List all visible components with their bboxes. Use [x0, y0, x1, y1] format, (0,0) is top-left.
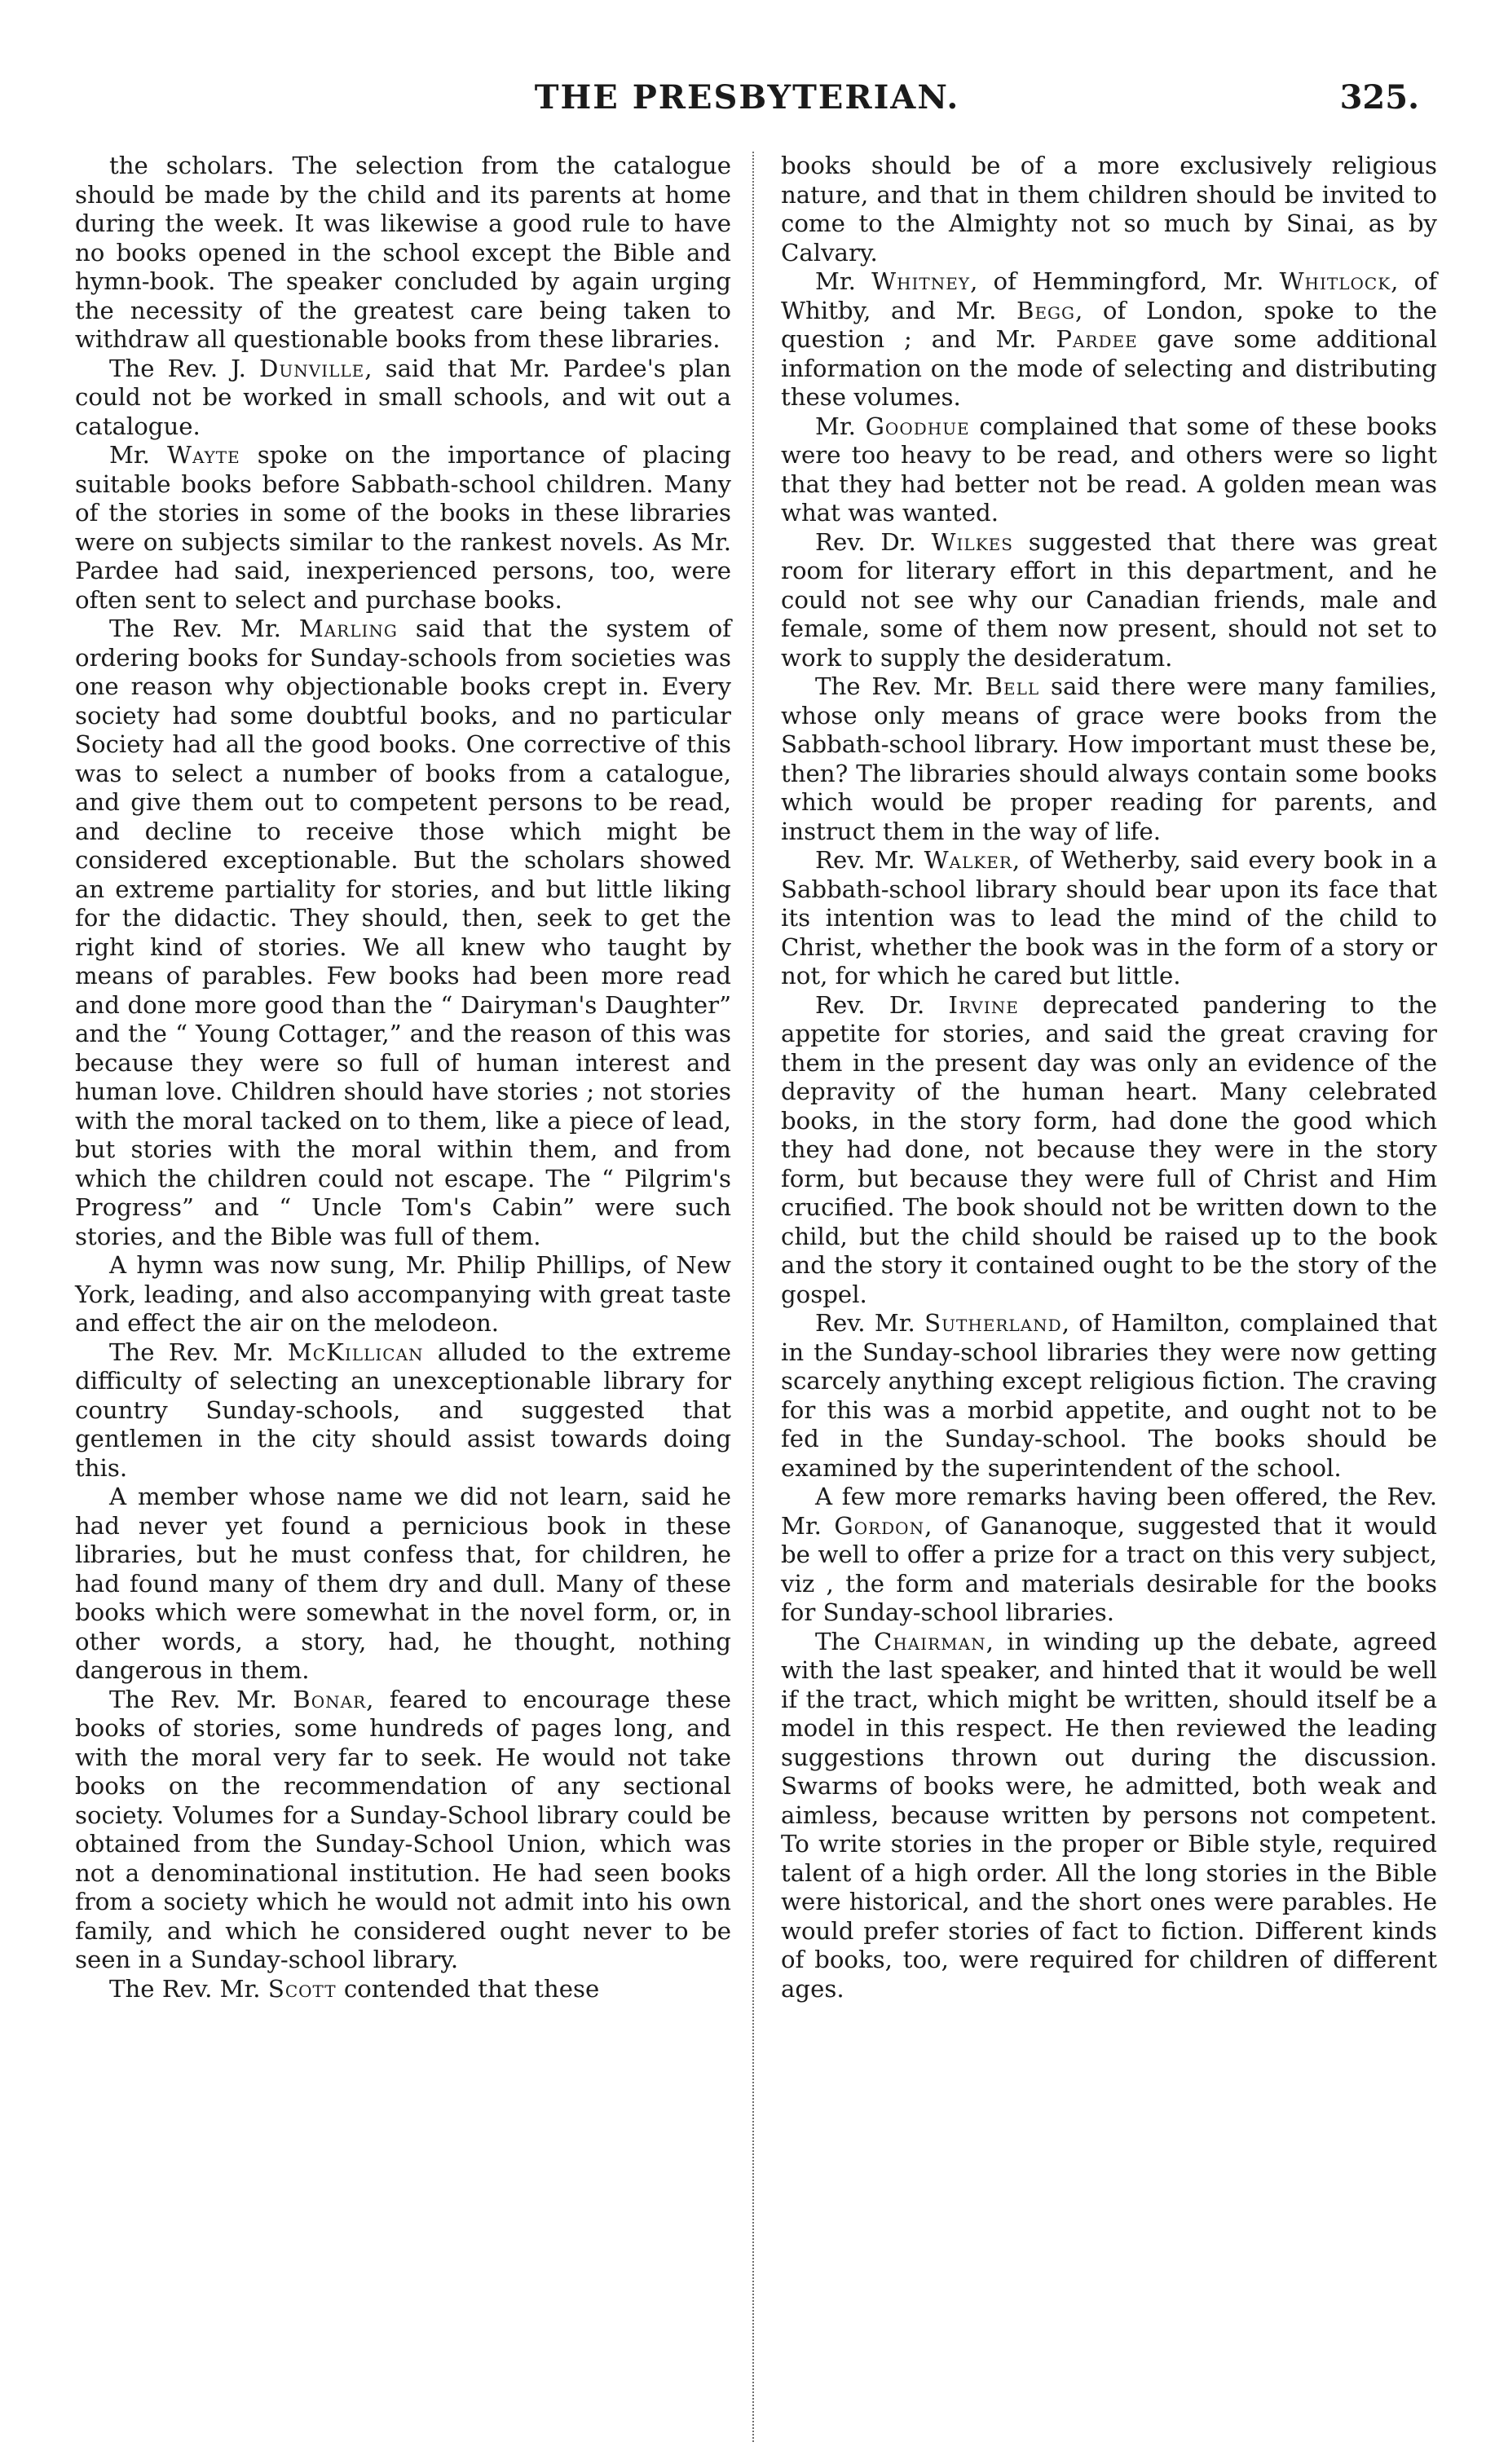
paragraph-text: suggested that there was great room for literary effort in this department, and he could not see why our Canadian friends, male and female, some of them now present, should not set to work to supply the desideratum. — [781, 527, 1438, 672]
paragraph — [781, 846, 1437, 991]
paragraph-text: The Rev. Mr. — [815, 672, 986, 700]
paragraph-text: Rev. Dr. — [815, 990, 949, 1019]
paragraph-text: , of London, spoke to the question ; and Mr. — [781, 296, 1437, 353]
paragraph-text: A member whose name we did not learn, said he had never yet found a pernicious book in these libraries, but he must confess that, for children, he had found many of them dry and dull. Many of these books which were somewhat in the novel form, or, in other words, a story, had, he thought, nothing dangerous in them. — [75, 1483, 731, 1684]
paragraph-text: The Rev. J. — [109, 354, 260, 382]
paragraph-text: deprecated pandering to the appetite for stories, and said the great craving for them in the present day was only an evidence of the depravity of the human heart. Many celebrated books, in the story form, had done the good which they had done, not because they were in the story form, but because they were full of Christ and Him crucified. The book should not be written down to the child, but the child should be raised up to the book and the story it contained ought to be the story of the gospel. — [781, 990, 1438, 1308]
paragraph — [781, 267, 1437, 412]
paragraph-text: said that the system of ordering books for Sunday-schools from societies was one reason why objectionable books crept in. Every society had some doubtful books, and no particular Society had all the good books. One corrective of this was to select a number of books from a catalogue, and give them out to competent persons to be read, and decline to receive those which might be considered exceptionable. But the scholars showed an extreme partiality for stories, and but little liking for the didactic. They should, then, seek to get the right kind of stories. We all knew who taught by means of parables. Few books had been more read and done more good than the “ Dairyman's Daughter” and the “ Young Cottager,” and the reason of this was because they were so full of human interest and human love. Children should have stories ; not stories with the moral tacked on to them, like a piece of lead, but stories with the moral within them, and from which the children could not escape. The “ Pilgrim's Progress” and “ Uncle Tom's Cabin” were such stories, and the Bible was full of them. — [75, 615, 731, 1250]
paragraph-text: , in winding up the debate, agreed with the last speaker, and hinted that it would be well if the tract, which might be written, should itself be a model in this respect. He then reviewed the leading suggestions thrown out during the discussion. Swarms of books were, he admitted, both weak and aimless, because written by persons not competent. To write stories in the proper or Bible style, required talent of a high order. All the long stories in the Bible were historical, and the short ones were parables. He would prefer stories of fact to fiction. Different kinds of books, too, were required for children of different ages. — [781, 1627, 1437, 2003]
speaker-name: Bell — [985, 672, 1040, 700]
paragraph-text: spoke on the importance of placing suitable books before Sabbath-school children. Many of the stories in some of the books in these libraries were on subjects similar to the rankest novels. As Mr. Pardee had said, inexperienced persons, too, were often sent to select and purchase books. — [75, 441, 732, 614]
speaker-name: Whitlock — [1279, 267, 1391, 295]
paragraph-text: alluded to the extreme difficulty of selecting an unexceptionable library for country Sunday-schools, and suggested that gentlemen in the city should assist towards doing this. — [75, 1338, 731, 1482]
speaker-name: Bonar — [293, 1685, 367, 1713]
speaker-name: McKillican — [287, 1338, 424, 1366]
column-left — [75, 152, 731, 2003]
paragraph — [75, 1338, 731, 1483]
paragraph-text: complained that some of these books were too heavy to be read, and others were so light that they had better not be read. A golden mean was what was wanted. — [781, 412, 1437, 527]
paragraph — [75, 355, 731, 442]
speaker-name: Goodhue — [865, 412, 970, 440]
running-header — [75, 78, 1419, 127]
paragraph-text: , of Gananoque, suggested that it would be well to offer a prize for a tract on this very subject, viz , the form and materials desirable for the books for Sunday-school libraries. — [781, 1511, 1437, 1626]
paragraph-text: A hymn was now sung, Mr. Philip Phillips, of New York, leading, and also accompanying with great taste and effect the air on the melodeon. — [75, 1251, 731, 1337]
paragraph-text: said there were many families, whose only means of grace were books from the Sabbath-school library. How important must these be, then? The libraries should always contain some books which would be proper reading for parents, and instruct them in the way of life. — [781, 672, 1437, 845]
paragraph-text: Mr. — [815, 267, 872, 295]
paragraph — [75, 1251, 731, 1338]
speaker-name: Marling — [298, 615, 398, 642]
paragraph — [781, 1483, 1437, 1628]
paragraph — [75, 152, 731, 355]
paragraph-text: contended that these — [336, 1974, 600, 2003]
page-number: 325. — [1339, 78, 1419, 117]
paragraph-text: gave some additional information on the mode of selecting and distributing these volumes. — [781, 325, 1437, 411]
paragraph — [75, 1975, 731, 2004]
paragraph-text: The Rev. Mr. — [109, 1974, 268, 2003]
column-divider — [752, 152, 754, 2442]
speaker-name: Begg — [1016, 296, 1076, 324]
paragraph — [781, 528, 1437, 673]
paragraph-text: Mr. — [109, 441, 167, 469]
paragraph-text: Rev. Mr. — [815, 846, 924, 874]
paragraph — [75, 615, 731, 1251]
paragraph — [75, 1686, 731, 1975]
paragraph-text: , of Wetherby, said every book in a Sabbath-school library should bear upon its face that its intention was to lead the mind of the child to Christ, whether the book was in the form of a story or not, for which he cared but little. — [781, 846, 1438, 990]
paragraph-text: The Rev. Mr. — [109, 1338, 288, 1366]
paragraph-text: , of Whitby, and Mr. — [781, 267, 1438, 324]
paragraph-text: Rev. Mr. — [815, 1309, 925, 1337]
paragraph-text: The Rev. Mr. — [109, 1685, 293, 1713]
text-columns — [75, 152, 1437, 2003]
paragraph-text: books should be of a more exclusively religious nature, and that in them children should be invited to come to the Almighty not so much by Sinai, as by Calvary. — [781, 152, 1437, 267]
speaker-name: Sutherland — [924, 1309, 1062, 1337]
paragraph-text: Mr. — [815, 412, 866, 440]
speaker-name: Walker — [924, 846, 1012, 874]
paragraph-text: The Rev. Mr. — [109, 615, 299, 642]
paragraph-text: , of Hamilton, complained that in the Sunday-school libraries they were now getting scarcely anything except religious fiction. The craving for this was a morbid appetite, and ought not to be fed in the Sunday-school. The books should be examined by the superintendent of the school. — [781, 1309, 1438, 1482]
paragraph-text: , feared to encourage these books of stories, some hundreds of pages long, and with the moral very far to seek. He would not take books on the recommendation of any sectional society. Volumes for a Sunday-School library could be obtained from the Sunday-School Union, which was not a denominational institution. He had seen books from a society which he would not admit into his own family, and which he considered ought never to be seen in a Sunday-school library. — [75, 1685, 731, 1973]
paragraph — [781, 1309, 1437, 1483]
paragraph-text: , of Hemmingford, Mr. — [970, 267, 1280, 295]
paragraph — [75, 1483, 731, 1686]
speaker-name: Wayte — [166, 441, 240, 469]
column-right — [781, 152, 1437, 2003]
speaker-name: Irvine — [948, 990, 1019, 1019]
speaker-name: Scott — [267, 1974, 337, 2003]
paragraph — [75, 441, 731, 615]
paragraph — [781, 672, 1437, 846]
speaker-name: Whitney — [871, 267, 971, 295]
paragraph — [781, 412, 1437, 528]
speaker-name: Wilkes — [931, 527, 1013, 556]
speaker-name: Gordon — [834, 1511, 925, 1540]
paragraph-text: The — [815, 1627, 874, 1655]
paragraph-text: the scholars. The selection from the catalogue should be made by the child and its parents at home during the week. It was likewise a good rule to have no books opened in the school except the Bible and hymn-book. The speaker concluded by again urging the necessity of the greatest care being taken to withdraw all questionable books from these libraries. — [75, 152, 731, 353]
paragraph-text: Rev. Dr. — [815, 527, 932, 556]
paragraph — [781, 991, 1437, 1310]
speaker-name: Pardee — [1056, 325, 1138, 353]
journal-title: THE PRESBYTERIAN. — [534, 78, 960, 117]
paragraph-text: A few more remarks having been offered, the Rev. Mr. — [781, 1483, 1437, 1540]
speaker-name: Dunville — [259, 354, 365, 382]
paragraph-text: , said that Mr. Pardee's plan could not be worked in small schools, and wit out a catalogue. — [75, 354, 731, 440]
speaker-name: Chairman — [873, 1627, 986, 1655]
paragraph — [781, 152, 1437, 267]
paragraph — [781, 1628, 1437, 2004]
